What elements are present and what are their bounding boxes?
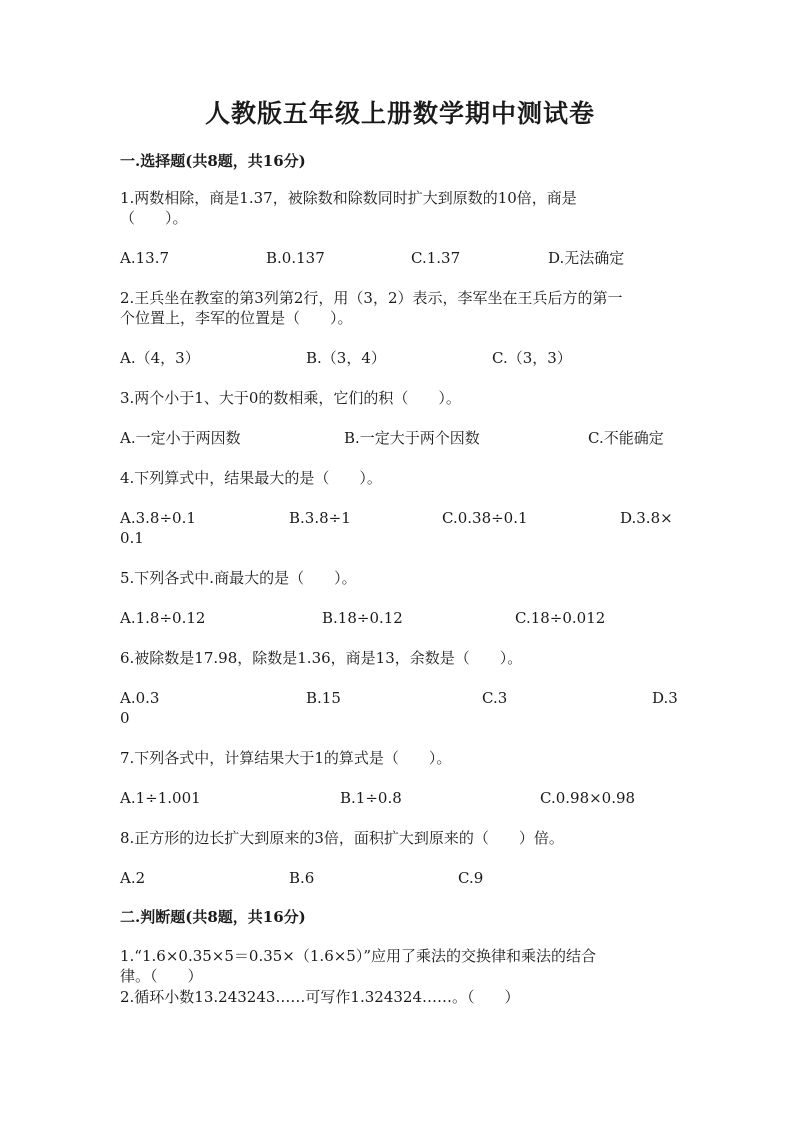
question-8-option-c: C.9 xyxy=(458,869,484,887)
question-8-text: 8.正方形的边长扩大到原来的3倍，面积扩大到原来的（ ）倍。 xyxy=(120,829,564,847)
question-1-option-b: B.0.137 xyxy=(266,249,325,267)
question-5-option-b: B.18÷0.12 xyxy=(322,609,403,627)
question-7-text: 7.下列各式中，计算结果大于1的算式是（ ）。 xyxy=(120,749,452,767)
question-4-option-b: B.3.8÷1 xyxy=(289,509,351,527)
question-1-option-d: D.无法确定 xyxy=(548,249,625,267)
question-1-option-c: C.1.37 xyxy=(411,249,461,267)
judgement-1-text-cont: 律。（ ） xyxy=(120,967,203,985)
section-heading-judgement: 二.判断题(共8题，共16分) xyxy=(120,908,306,926)
question-6-option-d: D.3 xyxy=(652,689,678,707)
question-7-option-c: C.0.98×0.98 xyxy=(540,789,636,807)
question-4-option-a: A.3.8÷0.1 xyxy=(120,509,196,527)
question-5-option-a: A.1.8÷0.12 xyxy=(120,609,206,627)
question-6-option-b: B.15 xyxy=(306,689,341,707)
question-6-option-d-cont: 0 xyxy=(120,709,130,727)
question-3-option-a: A.一定小于两因数 xyxy=(120,429,241,447)
question-4-option-c: C.0.38÷0.1 xyxy=(442,509,528,527)
question-3-text: 3.两个小于1、大于0的数相乘，它们的积（ ）。 xyxy=(120,389,461,407)
judgement-2-text: 2.循环小数13.243243……可写作1.324324……。（ ） xyxy=(120,988,520,1006)
section-heading-choice: 一.选择题(共8题，共16分) xyxy=(120,152,306,170)
question-3-option-b: B.一定大于两个因数 xyxy=(344,429,480,447)
question-6-option-c: C.3 xyxy=(482,689,508,707)
question-7-option-b: B.1÷0.8 xyxy=(340,789,402,807)
question-7-option-a: A.1÷1.001 xyxy=(120,789,201,807)
question-6-option-a: A.0.3 xyxy=(120,689,160,707)
page-title: 人教版五年级上册数学期中测试卷 xyxy=(204,99,595,128)
question-1-option-a: A.13.7 xyxy=(120,249,169,267)
question-5-text: 5.下列各式中.商最大的是（ ）。 xyxy=(120,569,357,587)
question-8-option-b: B.6 xyxy=(289,869,315,887)
question-4-option-d: D.3.8× xyxy=(620,509,673,527)
question-4-text: 4.下列算式中，结果最大的是（ ）。 xyxy=(120,469,382,487)
question-1-text-cont: （ ）。 xyxy=(120,209,188,227)
question-5-option-c: C.18÷0.012 xyxy=(515,609,606,627)
question-6-text: 6.被除数是17.98，除数是1.36，商是13，余数是（ ）。 xyxy=(120,649,523,667)
question-1-text: 1.两数相除，商是1.37，被除数和除数同时扩大到原数的10倍，商是 xyxy=(120,189,577,207)
question-2-text-cont: 个位置上，李军的位置是（ ）。 xyxy=(120,309,353,327)
judgement-1-text: 1.“1.6×0.35×5＝0.35×（1.6×5）”应用了乘法的交换律和乘法的结合 xyxy=(120,947,597,965)
question-4-option-d-cont: 0.1 xyxy=(120,529,144,547)
question-3-option-c: C.不能确定 xyxy=(588,429,664,447)
question-8-option-a: A.2 xyxy=(120,869,146,887)
question-2-option-b: B.（3，4） xyxy=(306,349,386,367)
question-2-option-c: C.（3，3） xyxy=(492,349,572,367)
question-2-option-a: A.（4，3） xyxy=(120,349,200,367)
question-2-text: 2.王兵坐在教室的第3列第2行，用（3，2）表示，李军坐在王兵后方的第一 xyxy=(120,289,623,307)
